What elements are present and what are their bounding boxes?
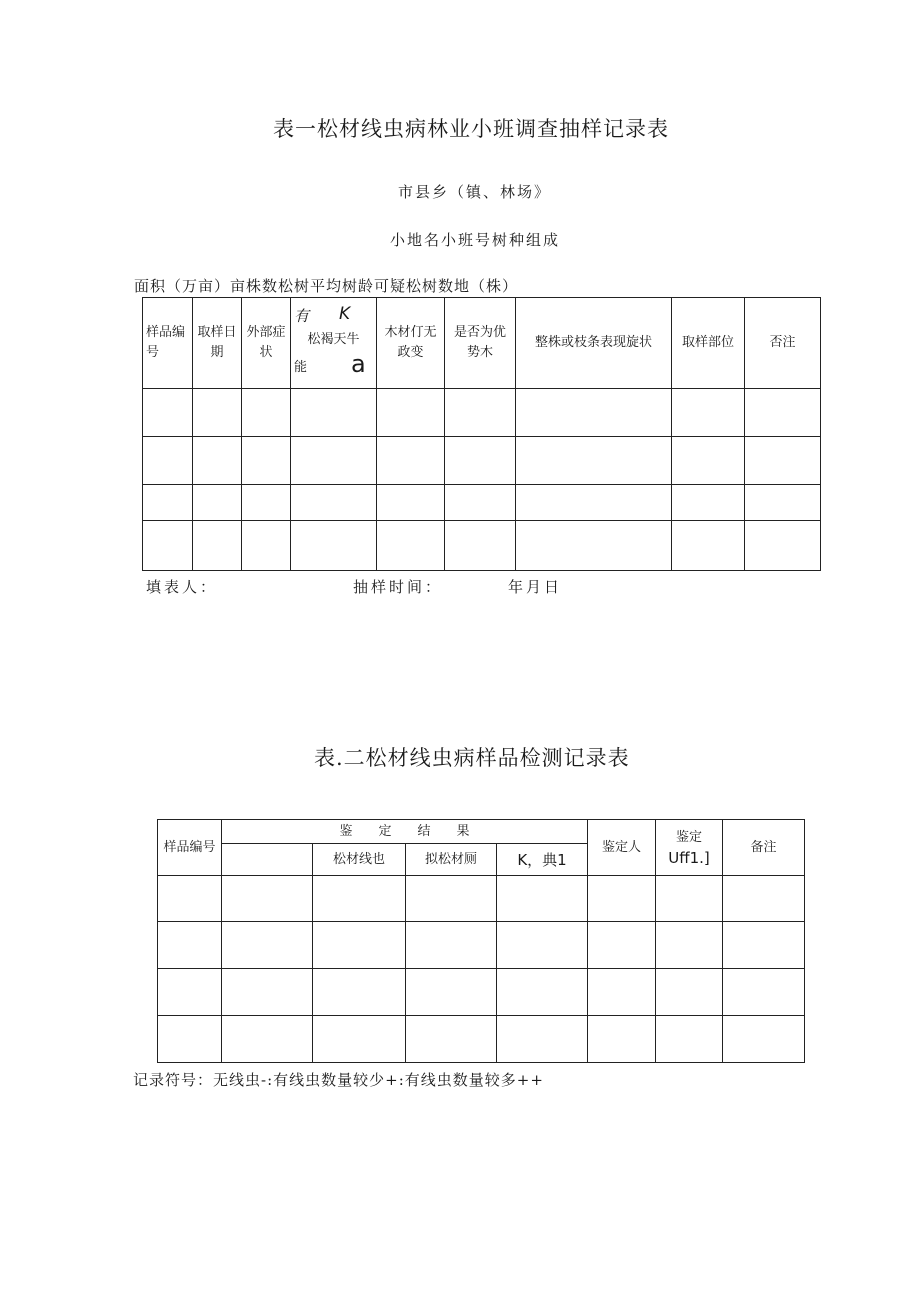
table-cell[interactable] bbox=[497, 1016, 588, 1063]
subheader-blank bbox=[222, 844, 313, 876]
table-row bbox=[158, 876, 805, 922]
table-cell[interactable] bbox=[588, 969, 656, 1016]
table-cell[interactable] bbox=[291, 389, 377, 437]
table-cell[interactable] bbox=[672, 437, 745, 485]
table-cell[interactable] bbox=[672, 389, 745, 437]
table-cell[interactable] bbox=[723, 922, 805, 969]
table-cell[interactable] bbox=[406, 876, 497, 922]
table-cell[interactable] bbox=[672, 485, 745, 521]
table-row bbox=[143, 389, 821, 437]
table-row bbox=[158, 1016, 805, 1063]
table-cell[interactable] bbox=[672, 521, 745, 571]
table-cell[interactable] bbox=[745, 437, 821, 485]
header-notes: 备注 bbox=[723, 820, 805, 876]
detection-record-table bbox=[157, 819, 805, 1063]
table-cell[interactable] bbox=[497, 876, 588, 922]
table-cell[interactable] bbox=[497, 969, 588, 1016]
table-cell[interactable] bbox=[656, 922, 723, 969]
header-remark: 否注 bbox=[745, 298, 821, 389]
table-cell[interactable] bbox=[158, 876, 222, 922]
table-cell[interactable] bbox=[588, 1016, 656, 1063]
header-external-symptom: 外部症状 bbox=[242, 298, 291, 389]
header-symptom-pattern: 整株或枝条表现旋状 bbox=[516, 298, 672, 389]
location-line: 市县乡（镇、林场》 bbox=[398, 183, 552, 201]
table-row bbox=[143, 485, 821, 521]
table-cell[interactable] bbox=[723, 876, 805, 922]
table-cell[interactable] bbox=[406, 969, 497, 1016]
table-cell[interactable] bbox=[745, 485, 821, 521]
table-cell[interactable] bbox=[377, 389, 445, 437]
table-cell[interactable] bbox=[158, 1016, 222, 1063]
subheader-pseudo-pine-nematode: 拟松材厕 bbox=[406, 844, 497, 876]
table-cell[interactable] bbox=[313, 922, 406, 969]
table-cell[interactable] bbox=[656, 969, 723, 1016]
table-row bbox=[158, 969, 805, 1016]
header-dominant-tree: 是否为优势木 bbox=[445, 298, 516, 389]
subheader-other: K，典1 bbox=[497, 844, 588, 876]
table-cell[interactable] bbox=[291, 485, 377, 521]
table-cell[interactable] bbox=[242, 437, 291, 485]
table-cell[interactable] bbox=[445, 437, 516, 485]
table-cell[interactable] bbox=[222, 969, 313, 1016]
table-cell[interactable] bbox=[445, 389, 516, 437]
table1-header-row bbox=[143, 298, 821, 389]
record-symbol-legend: 记录符号：无线虫-:有线虫数量较少+:有线虫数量较多++ bbox=[133, 1071, 544, 1089]
table-cell[interactable] bbox=[143, 437, 193, 485]
table-cell[interactable] bbox=[313, 876, 406, 922]
table-cell[interactable] bbox=[143, 389, 193, 437]
table-cell[interactable] bbox=[588, 876, 656, 922]
table-cell[interactable] bbox=[313, 969, 406, 1016]
table-cell[interactable] bbox=[242, 485, 291, 521]
header-identifier: 鉴定人 bbox=[588, 820, 656, 876]
table-cell[interactable] bbox=[516, 521, 672, 571]
table1-title: 表一松材线虫病林业小班调查抽样记录表 bbox=[273, 117, 669, 141]
table-cell[interactable] bbox=[377, 521, 445, 571]
table-cell[interactable] bbox=[222, 922, 313, 969]
stand-info-line: 小地名小班号树种组成 bbox=[390, 231, 561, 249]
table-cell[interactable] bbox=[193, 485, 242, 521]
table-cell[interactable] bbox=[656, 876, 723, 922]
table-cell[interactable] bbox=[656, 1016, 723, 1063]
table2-title: 表.二松材线虫病样品检测记录表 bbox=[314, 746, 630, 770]
table-cell[interactable] bbox=[193, 389, 242, 437]
table-cell[interactable] bbox=[242, 521, 291, 571]
subheader-pine-nematode: 松材线也 bbox=[313, 844, 406, 876]
table-row bbox=[143, 521, 821, 571]
table-cell[interactable] bbox=[497, 922, 588, 969]
table-row bbox=[143, 437, 821, 485]
table-cell[interactable] bbox=[377, 437, 445, 485]
table-cell[interactable] bbox=[377, 485, 445, 521]
table-row bbox=[158, 922, 805, 969]
table-cell[interactable] bbox=[445, 485, 516, 521]
header-pine-sawyer: 有 K 松褐天牛 能 a bbox=[291, 298, 377, 389]
header-sample-no: 样品编号 bbox=[143, 298, 193, 389]
table-cell[interactable] bbox=[143, 521, 193, 571]
table-cell[interactable] bbox=[406, 922, 497, 969]
table-cell[interactable] bbox=[516, 389, 672, 437]
table-cell[interactable] bbox=[516, 437, 672, 485]
table-cell[interactable] bbox=[158, 922, 222, 969]
header-identify-date: 鉴定 Uff1.] bbox=[656, 820, 723, 876]
table-cell[interactable] bbox=[313, 1016, 406, 1063]
table-cell[interactable] bbox=[193, 437, 242, 485]
table-cell[interactable] bbox=[406, 1016, 497, 1063]
table-cell[interactable] bbox=[745, 521, 821, 571]
table-cell[interactable] bbox=[143, 485, 193, 521]
header-wood-change: 木材仃无政变 bbox=[377, 298, 445, 389]
sampling-record-table bbox=[142, 297, 821, 571]
header-sample-number: 样品编号 bbox=[158, 820, 222, 876]
table-cell[interactable] bbox=[242, 389, 291, 437]
table2-header-row bbox=[158, 820, 805, 844]
filler-label: 填表人： bbox=[146, 578, 219, 596]
header-identification-result: 鉴 定 结 果 bbox=[222, 820, 588, 844]
table-cell[interactable] bbox=[222, 876, 313, 922]
table-cell[interactable] bbox=[723, 1016, 805, 1063]
header-sampling-part: 取样部位 bbox=[672, 298, 745, 389]
area-info-line: 面积（万亩）亩株数松树平均树龄可疑松树数地（株） bbox=[134, 277, 519, 295]
table-cell[interactable] bbox=[222, 1016, 313, 1063]
table-cell[interactable] bbox=[291, 437, 377, 485]
date-label: 年月日 bbox=[508, 578, 563, 596]
header-sampling-date: 取样日期 bbox=[193, 298, 242, 389]
table-cell[interactable] bbox=[445, 521, 516, 571]
table-cell[interactable] bbox=[158, 969, 222, 1016]
sampling-time-label: 抽样时间： bbox=[353, 578, 444, 596]
table-cell[interactable] bbox=[588, 922, 656, 969]
table-cell[interactable] bbox=[745, 389, 821, 437]
table-cell[interactable] bbox=[193, 521, 242, 571]
table-cell[interactable] bbox=[516, 485, 672, 521]
table-cell[interactable] bbox=[291, 521, 377, 571]
table-cell[interactable] bbox=[723, 969, 805, 1016]
